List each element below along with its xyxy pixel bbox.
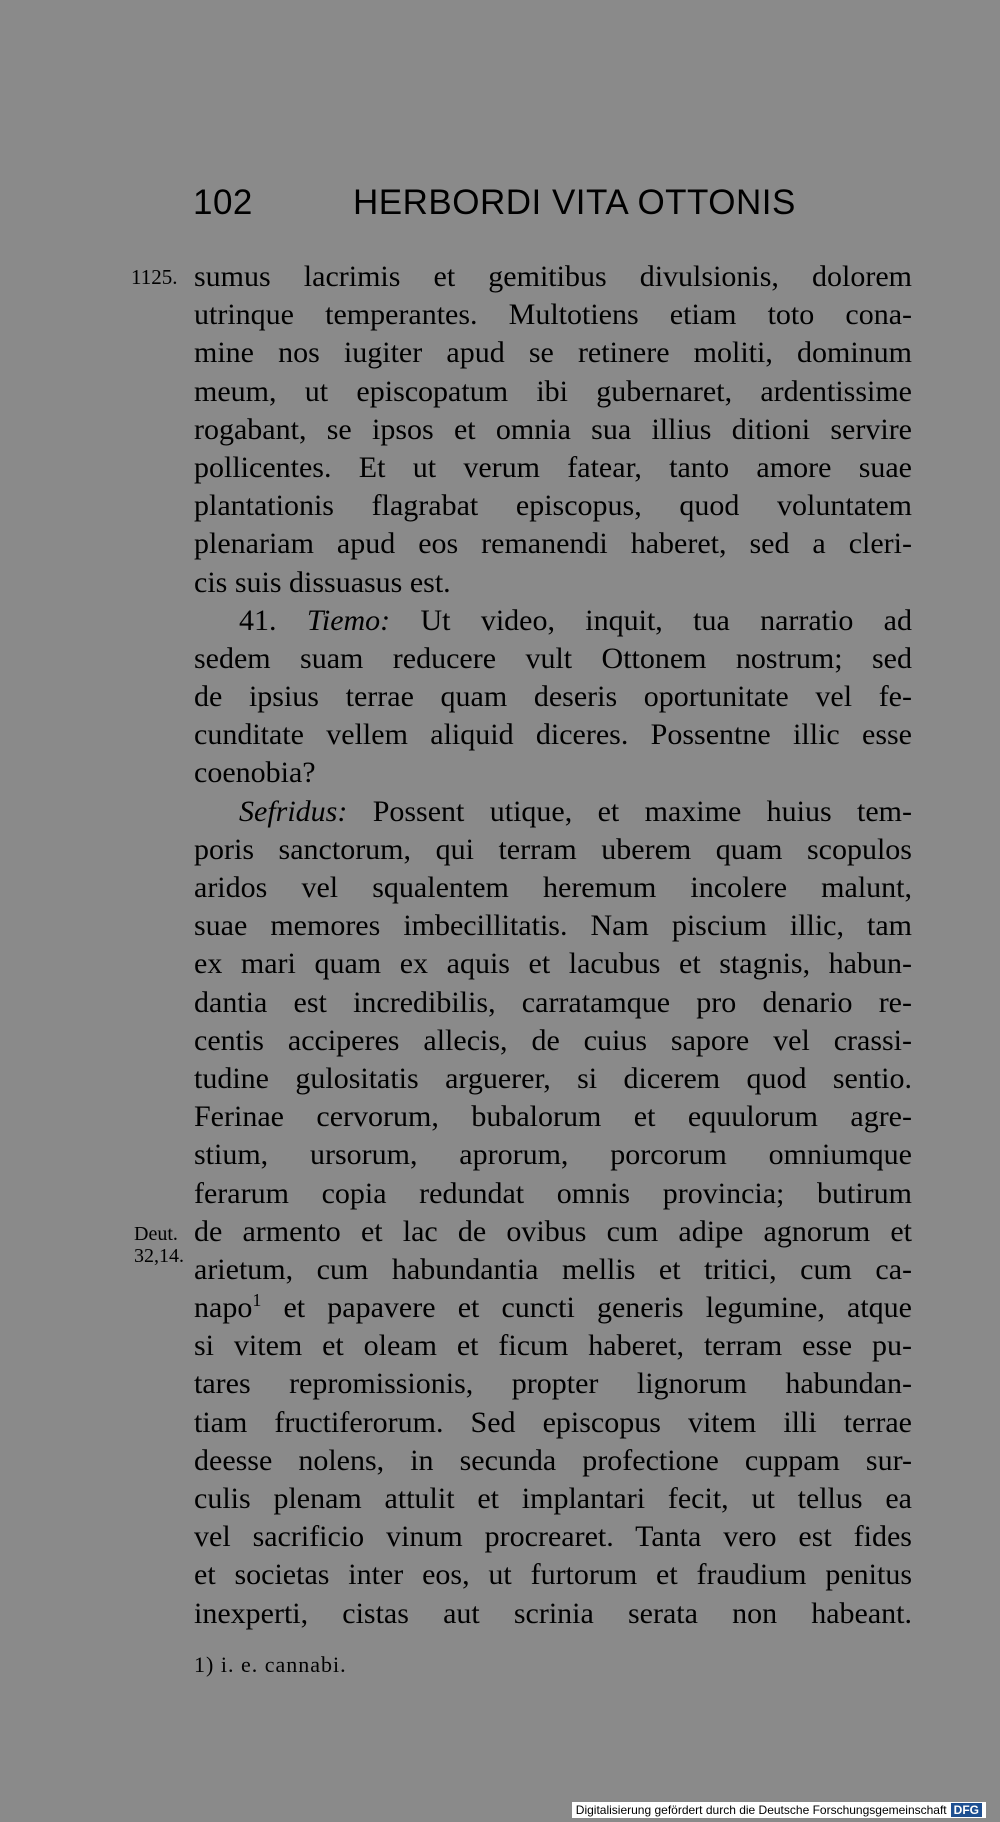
text-line: plenariam apud eos remanendi haberet, sed a cleri- bbox=[194, 527, 912, 561]
page-header bbox=[193, 183, 796, 233]
text-run: et papavere et cuncti generis legumine, atque bbox=[261, 1291, 912, 1325]
paragraph-1 bbox=[194, 258, 912, 602]
text-line: tares repromissionis, propter lignorum habundan- bbox=[194, 1367, 912, 1401]
digitization-credit bbox=[572, 1802, 986, 1818]
text-line-footnote-ref bbox=[194, 1289, 912, 1327]
text-line: pollicentes. Et ut verum fatear, tanto amore suae bbox=[194, 450, 912, 484]
running-title: HERBORDI VITA OTTONIS bbox=[353, 183, 796, 222]
text-line: de ipsius terrae quam deseris oportunitate vel fe- bbox=[194, 680, 912, 714]
text-line: inexperti, cistas aut scrinia serata non habeant. bbox=[194, 1596, 912, 1630]
page-number: 102 bbox=[193, 183, 253, 222]
dfg-logo: DFG bbox=[951, 1803, 982, 1817]
text-line: stium, ursorum, aprorum, porcorum omniumque bbox=[194, 1138, 912, 1172]
speaker-tiemo: Tiemo: bbox=[306, 603, 391, 637]
margin-ref-book: Deut. bbox=[134, 1223, 178, 1245]
text-line: deesse nolens, in secunda profectione cuppam sur- bbox=[194, 1443, 912, 1477]
text-line: meum, ut episcopatum ibi gubernaret, ardentissime bbox=[194, 374, 912, 408]
text-line: centis acciperes allecis, de cuius sapore vel crassi- bbox=[194, 1023, 912, 1057]
text-line: si vitem et oleam et ficum haberet, terram esse pu- bbox=[194, 1329, 912, 1363]
margin-year: 1125. bbox=[131, 265, 178, 289]
text-line: poris sanctorum, qui terram uberem quam scopulos bbox=[194, 832, 912, 866]
text-line: sumus lacrimis et gemitibus divulsionis, dolorem bbox=[194, 260, 912, 293]
paragraph-2 bbox=[194, 640, 912, 793]
footnote: 1) i. e. cannabi. bbox=[194, 1652, 347, 1677]
section-number: 41. bbox=[239, 603, 277, 637]
text-line: utrinque temperantes. Multotiens etiam toto cona- bbox=[194, 298, 912, 332]
paragraph-2-first-line bbox=[194, 602, 912, 640]
text-run: napo bbox=[194, 1291, 253, 1325]
text-line: tiam fructiferorum. Sed episcopus vitem illi terrae bbox=[194, 1405, 912, 1439]
text-run: Possent utique, et maxime huius tem- bbox=[347, 794, 912, 828]
text-line: ex mari quam ex aquis et lacubus et stagnis, habun- bbox=[194, 947, 912, 981]
text-line: Ferinae cervorum, bubalorum et equulorum agre- bbox=[194, 1100, 912, 1134]
text-line: dantia est incredibilis, carratamque pro denario re- bbox=[194, 985, 912, 1019]
text-line: aridos vel squalentem heremum incolere malunt, bbox=[194, 871, 912, 904]
text-line: arietum, cum habundantia mellis et tritici, cum ca- bbox=[194, 1252, 912, 1286]
text-line: et societas inter eos, ut furtorum et fraudium penitus bbox=[194, 1558, 912, 1592]
paragraph-3-part-b bbox=[194, 1327, 912, 1633]
paragraph-3-first-line bbox=[194, 793, 912, 831]
text-line: mine nos iugiter apud se retinere moliti, dominum bbox=[194, 336, 912, 370]
text-line: rogabant, se ipsos et omnia sua illius ditioni servire bbox=[194, 412, 912, 446]
text-line: plantationis flagrabat episcopus, quod voluntatem bbox=[194, 489, 912, 523]
text-line: tudine gulositatis arguerer, si dicerem quod sentio. bbox=[194, 1061, 912, 1095]
text-line: suae memores imbecillitatis. Nam piscium illic, tam bbox=[194, 909, 912, 943]
text-line: cis suis dissuasus est. bbox=[194, 565, 451, 599]
main-text bbox=[194, 258, 912, 1633]
text-line: cunditate vellem aliquid diceres. Possentne illic esse bbox=[194, 718, 912, 752]
text-line: vel sacrificio vinum procrearet. Tanta vero est fides bbox=[194, 1520, 912, 1554]
text-line: de armento et lac de ovibus cum adipe agnorum et bbox=[194, 1214, 912, 1248]
footnote-marker: 1 bbox=[252, 1290, 262, 1311]
text-run: Ut video, inquit, tua narratio ad bbox=[390, 603, 912, 637]
margin-ref-verse: 32,14. bbox=[134, 1245, 184, 1267]
text-line: sedem suam reducere vult Ottonem nostrum; sed bbox=[194, 641, 912, 675]
speaker-sefridus: Sefridus: bbox=[239, 794, 348, 828]
text-line: culis plenam attulit et implantari fecit, ut tellus ea bbox=[194, 1482, 912, 1515]
paragraph-3-part-a bbox=[194, 831, 912, 1289]
text-line: ferarum copia redundat omnis provincia; butirum bbox=[194, 1176, 912, 1210]
text-line: coenobia? bbox=[194, 756, 316, 790]
credit-text: Digitalisierung gefördert durch die Deutsche Forschungsgemeinschaft bbox=[575, 1803, 947, 1817]
